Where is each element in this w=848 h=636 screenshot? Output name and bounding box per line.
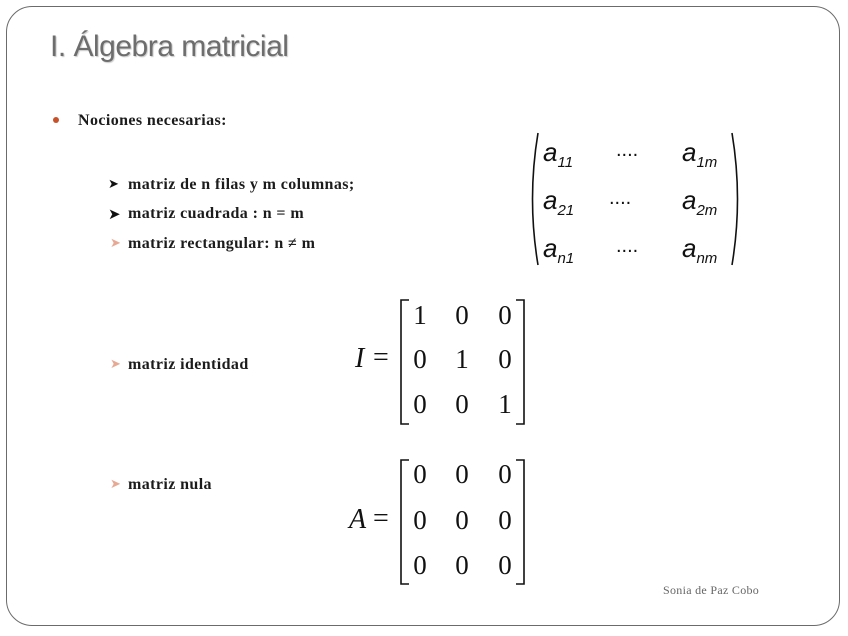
matrix-label: I [355,343,365,374]
footer-author: Sonia de Paz Cobo [663,583,760,597]
item-cuadrada: matriz cuadrada : n = m [128,205,305,222]
matrix-label: A [349,504,367,535]
matrix-cell: 0 [498,344,512,374]
arrow-bullet-icon: ➤ [108,205,121,223]
matrix-cell: 1 [455,344,469,374]
matrix-element: $a_{n1}$ [543,233,575,267]
matrix-cell: 0 [455,389,469,419]
matrix-cell: 0 [413,505,427,535]
matrix-cell: 0 [498,550,512,580]
matrix-ellipsis: .... [609,187,632,209]
matrix-cell: 1 [498,389,512,419]
matrix-cell: 0 [498,505,512,535]
matrix-element: $a_{11}$ [543,137,574,171]
matrix-cell: 0 [413,344,427,374]
matrix-cell: 0 [455,459,469,489]
arrow-bullet-icon: ➤ [108,177,119,192]
matrix-cell: 0 [498,459,512,489]
matrix-cell: 0 [413,389,427,419]
matrix-cell: 1 [413,300,427,330]
matrix-ellipsis: .... [616,235,639,257]
item-rectangular: matriz rectangular: n ≠ m [128,235,316,252]
item-filas-columnas: matriz de n filas y m columnas; [128,176,355,193]
item-identidad: matriz identidad [128,356,249,373]
matrix-element: $a_{2m}$ [682,185,718,219]
matrix-cell: 0 [455,300,469,330]
matrix-cell: 0 [498,300,512,330]
matrix-element: $a_{21}$ [543,185,575,219]
equals-sign: = [373,503,389,534]
left-paren-icon [526,131,540,267]
matrix-element: $a_{nm}$ [682,233,718,267]
arrow-bullet-icon: ➤ [110,477,121,492]
matrix-cell: 0 [413,459,427,489]
matrix-cell: 0 [455,550,469,580]
right-paren-icon [730,131,744,267]
matrix-ellipsis: .... [616,139,639,161]
matrix-element: $a_{1m}$ [682,137,718,171]
arrow-bullet-icon: ➤ [110,357,121,372]
matrix-cell: 0 [413,550,427,580]
item-nula: matriz nula [128,476,212,493]
bullet-dot-icon [53,117,59,123]
equals-sign: = [373,342,389,373]
arrow-bullet-icon: ➤ [110,236,121,251]
heading-nociones: Nociones necesarias: [78,112,227,129]
matrix-cell: 0 [455,505,469,535]
slide-title: I. Álgebra matricial [50,30,289,63]
